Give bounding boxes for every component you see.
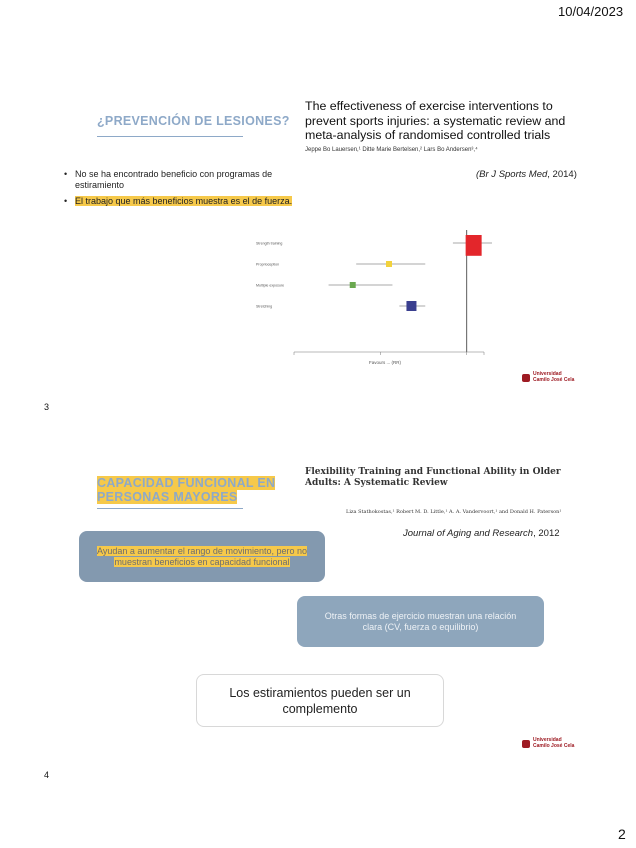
slide2-paper-title: Flexibility Training and Functional Ability in Older Adults: A Systematic Review	[305, 467, 561, 488]
forest-row-label: Multiple exposure	[256, 283, 285, 288]
slide1-citation	[476, 169, 577, 180]
forest-point-marker	[406, 301, 416, 311]
slide1-university-logo	[522, 372, 577, 383]
forest-point-marker	[466, 235, 482, 256]
university-logo-icon	[522, 374, 530, 382]
slide1-bullet-list	[64, 169, 304, 190]
forest-point-marker	[386, 261, 392, 267]
slide2-box-other-exercise	[297, 596, 544, 647]
slide2-paper-authors: Liza Stathokostas,¹ Robert M. D. Little,¹ A. A. Vandervoort,¹ and Donald H. Paterson¹	[346, 509, 562, 515]
university-logo-icon	[522, 740, 530, 748]
slide1-title: ¿PREVENCIÓN DE LESIONES?	[97, 114, 290, 128]
slide2-title-line1: CAPACIDAD FUNCIONAL EN	[97, 476, 276, 490]
slide2-citation-journal: Journal of Aging and Research	[403, 528, 534, 539]
slide1-citation-journal: (Br J Sports Med	[476, 169, 548, 180]
slide1-bullet-2	[64, 196, 334, 207]
forest-row-label: Strength training	[256, 241, 283, 246]
slide1-bullet-1: • No se ha encontrado beneficio con programas de estiramiento	[64, 169, 304, 190]
slide1-paper-authors: Jeppe Bo Lauersen,¹ Ditte Marie Bertelsen,² Lars Bo Andersen³,⁴	[305, 147, 478, 153]
slide2-box2-text: Otras formas de ejercicio muestran una relación clara (CV, fuerza o equilibrio)	[324, 610, 517, 632]
slide2-logo-text: Universidad Camilo José Cela	[533, 737, 575, 749]
slide2-citation-year: , 2012	[533, 528, 560, 539]
slide2-title-line2: PERSONAS MAYORES	[97, 490, 238, 504]
slide2-box3-text: Los estiramientos pueden ser un complemento	[229, 685, 411, 716]
slide2-box-complement	[196, 674, 444, 727]
header-date: 10/04/2023	[558, 4, 624, 19]
forest-row-label: Proprioception	[256, 262, 280, 267]
forest-x-label: Favours ... (RR)	[369, 360, 402, 365]
slide1-bullet-2-text: El trabajo que más beneficios muestra es el de fuerza.	[75, 196, 293, 206]
slide2-title-underline	[97, 508, 243, 509]
slide1-title-underline	[97, 136, 243, 137]
slide2-title	[97, 476, 275, 504]
slide2-number: 4	[44, 770, 50, 780]
slide1-citation-year: , 2014)	[547, 169, 577, 180]
slide1-number: 3	[44, 402, 50, 412]
slide1-forest-plot	[252, 222, 492, 372]
page-number: 2	[618, 826, 626, 842]
slide1-paper-title: The effectiveness of exercise interventions to prevent sports injuries: a systematic review and meta-analysis of randomised controlled trials	[305, 99, 566, 142]
slide2-citation	[403, 528, 560, 539]
slide1-bullet-list-2	[64, 196, 334, 207]
slide1-logo-text: Universidad Camilo José Cela	[533, 371, 575, 383]
slide2-box1-text: Ayudan a aumentar el rango de movimiento, pero no muestran beneficios en capacidad funcional	[97, 545, 307, 567]
forest-point-marker	[350, 282, 356, 288]
slide2-box-stretching-benefit	[79, 531, 325, 582]
forest-row-label: Stretching	[256, 304, 273, 309]
slide2-university-logo	[522, 738, 577, 749]
